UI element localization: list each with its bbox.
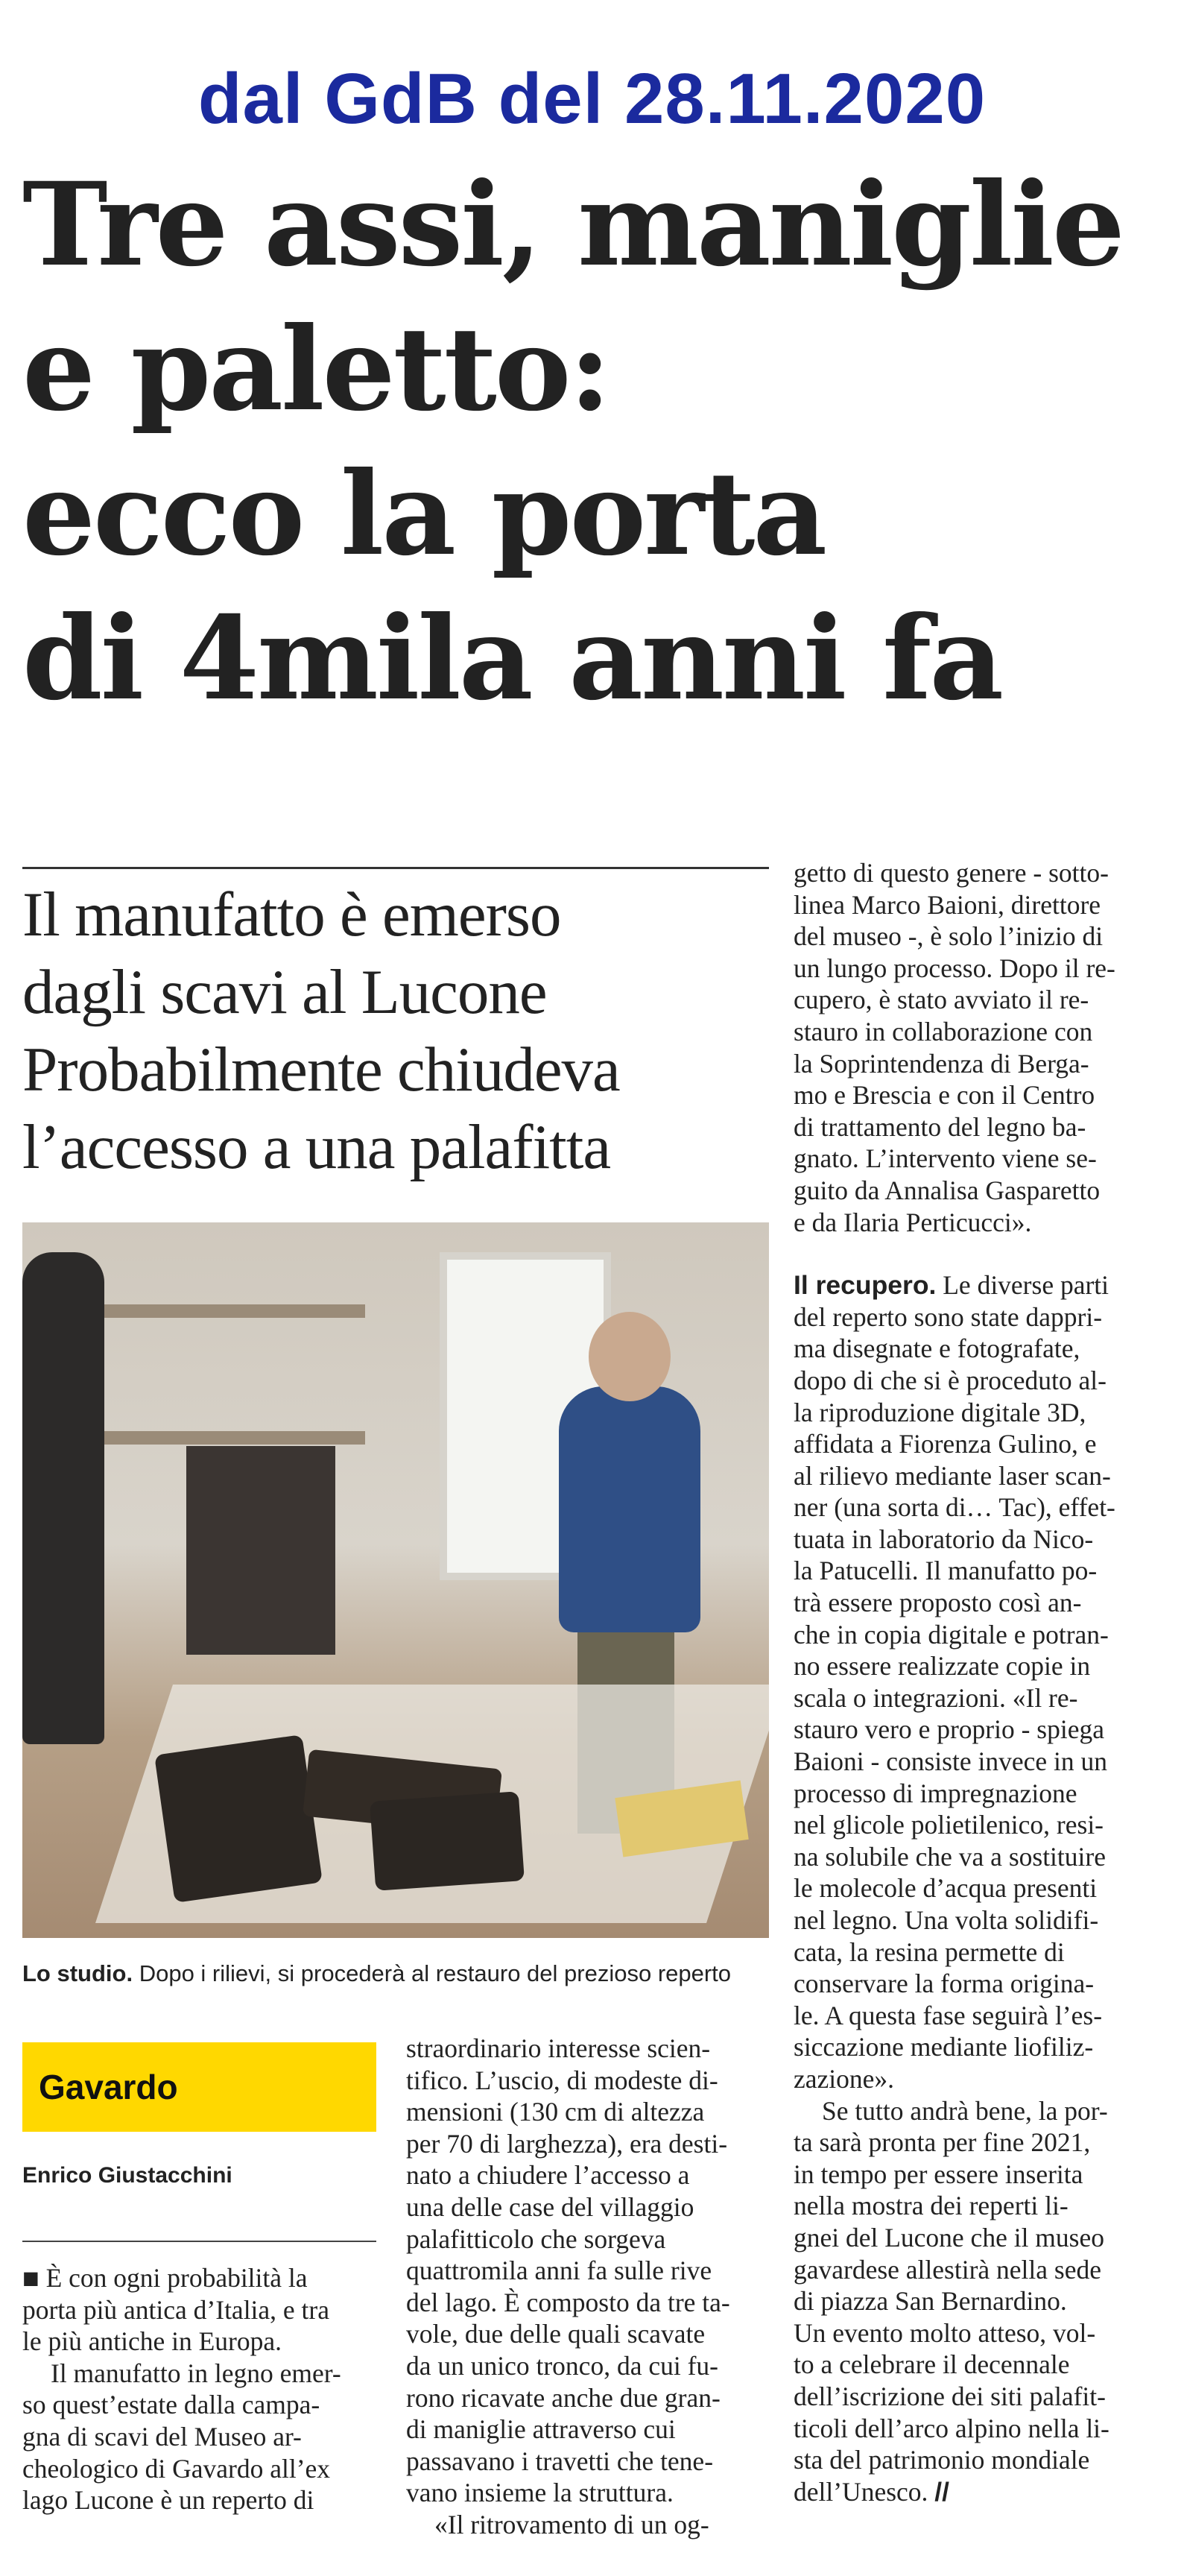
text-line: lago Lucone è un reperto di bbox=[22, 2485, 314, 2516]
author-byline: Enrico Giustacchini bbox=[22, 2163, 232, 2188]
text-line: al rilievo mediante laser scan- bbox=[794, 1460, 1111, 1491]
text-line: palafitticolo che sorgeva bbox=[406, 2223, 666, 2254]
photo-person-right-head bbox=[589, 1312, 671, 1401]
subheadline-line: dagli scavi al Lucone bbox=[22, 957, 547, 1027]
text-line: e da Ilaria Perticucci». bbox=[794, 1207, 1032, 1237]
photo-cabinet bbox=[186, 1446, 335, 1655]
text-fragment: È con ogni probabilità la bbox=[45, 2263, 308, 2293]
text-line: la Patucelli. Il manufatto po- bbox=[794, 1556, 1098, 1586]
text-line: porta più antica d’Italia, e tra bbox=[22, 2294, 329, 2325]
article-column-3 bbox=[794, 857, 1166, 2507]
text-line: na solubile che va a sostituire bbox=[794, 1841, 1106, 1872]
text-line: zazione». bbox=[794, 2063, 895, 2094]
text-line: sta del patrimonio mondiale bbox=[794, 2445, 1090, 2475]
text-line: guito da Annalisa Gasparetto bbox=[794, 1175, 1101, 1205]
text-line: di trattamento del legno ba- bbox=[794, 1111, 1086, 1142]
text-line: in tempo per essere inserita bbox=[794, 2159, 1083, 2189]
subheadline-rule bbox=[22, 867, 769, 869]
text-line: di maniglie attraverso cui bbox=[406, 2414, 676, 2445]
text-line: le. A questa fase seguirà l’es- bbox=[794, 2000, 1103, 2030]
photo-door-plank bbox=[154, 1734, 323, 1903]
text-line: da un unico tronco, da cui fu- bbox=[406, 2350, 718, 2381]
text-line: nel glicole polietilenico, resi- bbox=[794, 1810, 1104, 1840]
photo-person-left bbox=[22, 1252, 104, 1744]
article-photo bbox=[22, 1222, 769, 1938]
text-line bbox=[794, 1269, 1166, 1301]
byline-rule bbox=[22, 2241, 376, 2242]
text-line: affidata a Fiorenza Gulino, e bbox=[794, 1429, 1097, 1459]
text-line: mensioni (130 cm di altezza bbox=[406, 2097, 705, 2127]
text-line: tuata in laboratorio da Nico- bbox=[794, 1524, 1094, 1554]
text-line bbox=[22, 2262, 380, 2294]
caption-lead: Lo studio. bbox=[22, 1960, 133, 1986]
text-line: che in copia digitale e potran- bbox=[794, 1619, 1109, 1650]
text-line: dell’iscrizione dei siti palafit- bbox=[794, 2381, 1106, 2411]
text-line: Baioni - consiste invece in un bbox=[794, 1746, 1107, 1777]
text-line: ticoli dell’arco alpino nella li- bbox=[794, 2413, 1109, 2443]
text-line: tifico. L’uscio, di modeste di- bbox=[406, 2065, 718, 2095]
source-line: dal GdB del 28.11.2020 bbox=[197, 59, 987, 139]
text-line: gnato. L’intervento viene se- bbox=[794, 1143, 1097, 1174]
text-line: nel legno. Una volta solidifi- bbox=[794, 1905, 1099, 1935]
text-line: passavano i travetti che tene- bbox=[406, 2446, 714, 2476]
text-line: una delle case del villaggio bbox=[406, 2191, 694, 2222]
text-line: ma disegnate e fotografate, bbox=[794, 1333, 1080, 1364]
text-fragment: Le diverse parti bbox=[936, 1270, 1109, 1301]
text-line: stauro in collaborazione con bbox=[794, 1016, 1093, 1046]
text-line: un lungo processo. Dopo il re- bbox=[794, 953, 1115, 983]
text-line: no essere realizzate copie in bbox=[794, 1651, 1091, 1682]
text-fragment: dell’Unesco. bbox=[794, 2476, 928, 2507]
text-line: per 70 di larghezza), era desti- bbox=[406, 2128, 728, 2159]
text-line: Se tutto andrà bene, la por- bbox=[822, 2095, 1108, 2126]
subheadline-line: Il manufatto è emerso bbox=[22, 880, 561, 950]
text-line: mo e Brescia e con il Centro bbox=[794, 1080, 1095, 1111]
text-line: gna di scavi del Museo ar- bbox=[22, 2421, 302, 2452]
text-line: nato a chiudere l’accesso a bbox=[406, 2160, 690, 2191]
text-line: cupero, è stato avviato il re- bbox=[794, 985, 1089, 1015]
text-line: conservare la forma origina- bbox=[794, 1969, 1095, 1999]
text-line: le molecole d’acqua presenti bbox=[794, 1873, 1098, 1904]
subheadline-line: l’accesso a una palafitta bbox=[22, 1112, 611, 1182]
headline bbox=[22, 153, 1170, 731]
end-of-article-mark: // bbox=[934, 2476, 950, 2507]
photo-door-plank bbox=[370, 1791, 525, 1891]
text-line: gnei del Lucone che il museo bbox=[794, 2222, 1104, 2253]
text-line: straordinario interesse scien- bbox=[406, 2033, 711, 2063]
text-line: siccazione mediante liofiliz- bbox=[794, 2032, 1094, 2062]
text-line: la Soprintendenza di Berga- bbox=[794, 1048, 1089, 1079]
article-column-1 bbox=[22, 2262, 380, 2516]
location-box bbox=[22, 2042, 376, 2132]
text-line: cata, la resina permette di bbox=[794, 1936, 1065, 1967]
text-line: nella mostra dei reperti li- bbox=[794, 2191, 1069, 2221]
text-line: la riproduzione digitale 3D, bbox=[794, 1397, 1086, 1427]
text-line: cheologico di Gavardo all’ex bbox=[22, 2453, 331, 2484]
headline-line: Tre assi, maniglie bbox=[22, 157, 1123, 292]
text-line: di piazza San Bernardino. bbox=[794, 2286, 1067, 2317]
text-line: vole, due delle quali scavate bbox=[406, 2319, 706, 2349]
text-line: ta sarà pronta per fine 2021, bbox=[794, 2127, 1091, 2158]
text-line: so quest’estate dalla campa- bbox=[22, 2390, 320, 2420]
text-line: «Il ritrovamento di un og- bbox=[434, 2509, 709, 2539]
text-line: dopo di che si è proceduto al- bbox=[794, 1365, 1107, 1395]
headline-line: ecco la porta bbox=[22, 446, 826, 581]
text-line: Il manufatto in legno emer- bbox=[51, 2358, 341, 2388]
text-line: Un evento molto atteso, vol- bbox=[794, 2317, 1096, 2348]
text-line: gavardese allestirà nella sede bbox=[794, 2254, 1101, 2285]
text-line: rono ricavate anche due gran- bbox=[406, 2382, 721, 2413]
article-column-2 bbox=[406, 2033, 771, 2541]
subheadline-line: Probabilmente chiudeva bbox=[22, 1035, 620, 1105]
location-label: Gavardo bbox=[39, 2068, 178, 2106]
black-square-bullet-icon: ■ bbox=[22, 2267, 39, 2288]
text-line: scala o integrazioni. «Il re- bbox=[794, 1682, 1078, 1713]
text-line: stauro vero e proprio - spiega bbox=[794, 1714, 1104, 1745]
subheadline bbox=[22, 876, 775, 1186]
text-line: to a celebrare il decennale bbox=[794, 2349, 1070, 2380]
text-line: del reperto sono state dappri- bbox=[794, 1301, 1103, 1332]
headline-line: e paletto: bbox=[22, 302, 610, 437]
text-line: getto di questo genere - sotto- bbox=[794, 858, 1109, 888]
text-line: quattromila anni fa sulle rive bbox=[406, 2255, 712, 2286]
photo-caption bbox=[22, 1960, 775, 1987]
section-lead: Il recupero. bbox=[794, 1270, 937, 1301]
text-line: linea Marco Baioni, direttore bbox=[794, 889, 1101, 920]
headline-line: di 4mila anni fa bbox=[22, 591, 1002, 726]
text-line: del lago. È composto da tre ta- bbox=[406, 2287, 730, 2317]
text-line: processo di impregnazione bbox=[794, 1778, 1077, 1808]
text-line: trà essere proposto così an- bbox=[794, 1588, 1082, 1618]
text-line bbox=[794, 2476, 1166, 2508]
photo-person-right-body bbox=[559, 1386, 700, 1632]
caption-text: Dopo i rilievi, si procederà al restauro del prezioso reperto bbox=[133, 1960, 732, 1986]
text-line: ner (una sorta di… Tac), effet- bbox=[794, 1492, 1115, 1523]
text-line: le più antiche in Europa. bbox=[22, 2326, 282, 2357]
text-line: del museo -, è solo l’inizio di bbox=[794, 921, 1104, 952]
text-line: vano insieme la struttura. bbox=[406, 2478, 674, 2508]
